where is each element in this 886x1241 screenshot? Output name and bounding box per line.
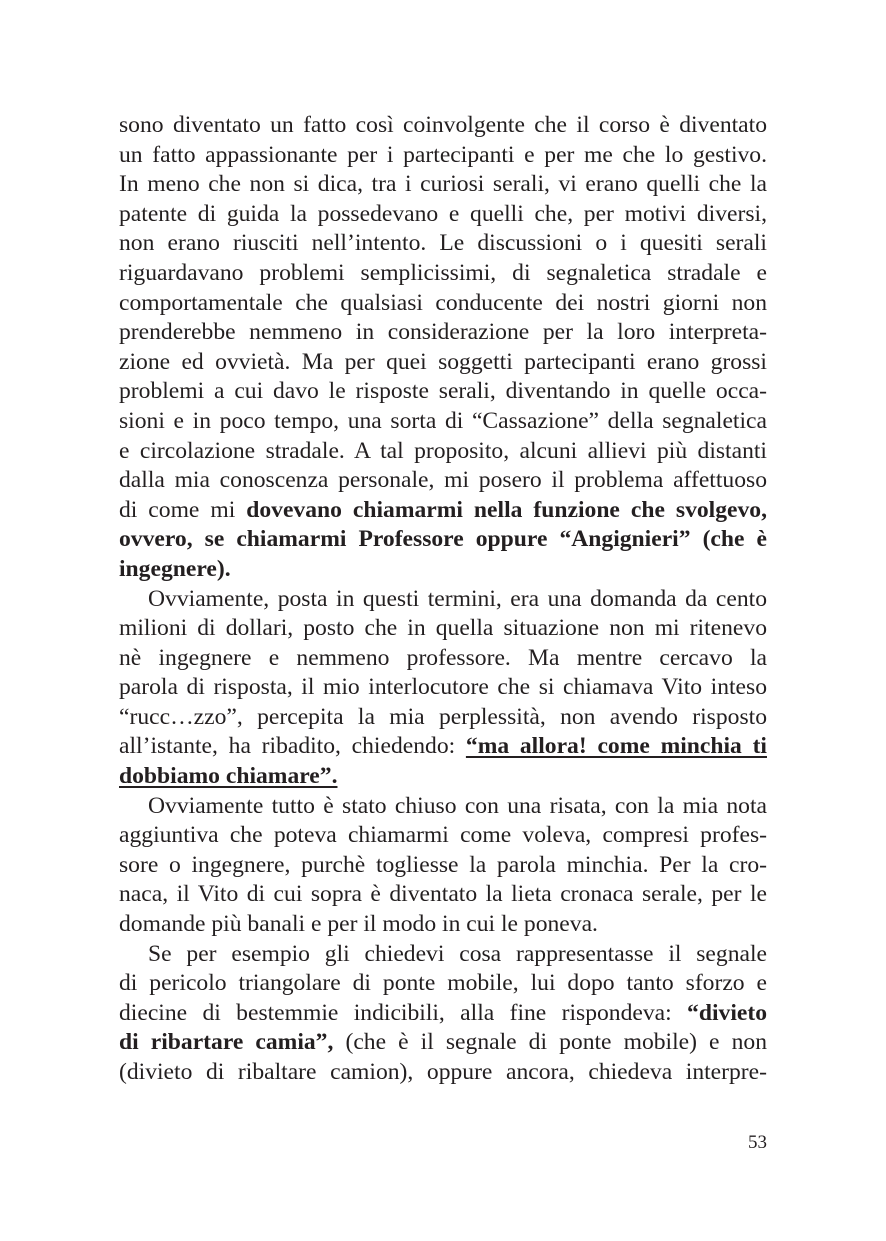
text-run: problemi a cui davo le risposte serali, diventando in quelle occa- — [119, 378, 767, 405]
text-run: prenderebbe nemmeno in considerazione per la loro interpreta- — [119, 319, 767, 346]
text-line — [119, 614, 767, 644]
text-line — [119, 940, 767, 970]
text-run: domande più banali e per il modo in cui le poneva. — [119, 911, 598, 938]
text-line — [119, 466, 767, 496]
bold-text: “divieto — [687, 999, 767, 1026]
text-run: comportamentale che qualsiasi conducente dei nostri giorni non — [119, 289, 767, 316]
text-run: naca, il Vito di cui sopra è diventato la lieta cronaca serale, per le — [119, 881, 767, 908]
text-line — [119, 673, 767, 703]
text-line — [119, 229, 767, 259]
text-line — [119, 851, 767, 881]
text-run: aggiuntiva che poteva chiamarmi come voleva, compresi profes- — [119, 822, 767, 849]
text-run: patente di guida la possedevano e quelli che, per motivi diversi, — [119, 200, 767, 227]
text-line — [119, 407, 767, 437]
text-line — [119, 170, 767, 200]
text-line — [119, 437, 767, 467]
text-line — [119, 200, 767, 230]
text-line — [119, 999, 767, 1029]
text-line — [119, 644, 767, 674]
text-run: nè ingegnere e nemmeno professore. Ma mentre cercavo la — [119, 644, 767, 671]
text-line — [119, 732, 767, 762]
text-line — [119, 880, 767, 910]
text-run: di pericolo triangolare di ponte mobile, lui dopo tanto sforzo e — [119, 970, 767, 997]
text-run: Ovviamente, posta in questi termini, era una domanda da cento — [148, 585, 767, 612]
text-run: di come mi — [119, 496, 247, 523]
page-number: 53 — [748, 1132, 767, 1153]
text-run: dalla mia conoscenza personale, mi posero il problema affettuoso — [119, 467, 767, 494]
bold-text: ovvero, se chiamarmi Professore oppure “Angignieri” (che è — [119, 526, 767, 553]
text-run: parola di risposta, il mio interlocutore che si chiamava Vito inteso — [119, 674, 767, 701]
text-line — [119, 496, 767, 526]
text-run: all’istante, ha ribadito, chiedendo: — [119, 733, 466, 760]
text-line — [119, 259, 767, 289]
text-line — [119, 969, 767, 999]
text-line — [119, 377, 767, 407]
text-run: non erano riusciti nell’intento. Le discussioni o i quesiti serali — [119, 230, 767, 257]
text-run: Ovviamente tutto è stato chiuso con una risata, con la mia nota — [148, 792, 767, 819]
text-run: “rucc…zzo”, percepita la mia perplessità, non avendo risposto — [119, 703, 767, 730]
bold-underlined-text: “ma allora! come minchia ti — [465, 733, 767, 760]
bold-text: dovevano chiamarmi nella funzione che svolgevo, — [246, 496, 767, 523]
text-line — [119, 792, 767, 822]
text-run: Se per esempio gli chiedevi cosa rappresentasse il segnale — [148, 940, 767, 967]
bold-text: ingegnere). — [119, 555, 231, 582]
text-line — [119, 1028, 767, 1058]
body-text — [119, 111, 767, 1088]
text-run: (che è il segnale di ponte mobile) e non — [333, 1029, 767, 1056]
text-line — [119, 821, 767, 851]
bold-text: di ribartare camia”, — [119, 1029, 334, 1056]
text-line — [119, 762, 767, 792]
text-line — [119, 525, 767, 555]
text-run: In meno che non si dica, tra i curiosi serali, vi erano quelli che la — [119, 171, 767, 198]
text-line — [119, 111, 767, 141]
text-run: diecine di bestemmie indicibili, alla fine rispondeva: — [119, 999, 688, 1026]
text-run: un fatto appassionante per i partecipanti e per me che lo gestivo. — [119, 141, 767, 168]
bold-underlined-text: dobbiamo chiamare”. — [119, 763, 338, 790]
text-run: riguardavano problemi semplicissimi, di segnaletica stradale e — [119, 259, 767, 286]
text-run: sore o ingegnere, purchè togliesse la parola minchia. Per la cro- — [119, 851, 767, 878]
text-line — [119, 555, 767, 585]
text-run: sono diventato un fatto così coinvolgente che il corso è diventato — [119, 112, 767, 138]
text-line — [119, 585, 767, 615]
text-line — [119, 910, 767, 940]
text-line — [119, 141, 767, 171]
text-line — [119, 289, 767, 319]
text-line — [119, 318, 767, 348]
text-line — [119, 703, 767, 733]
text-run: milioni di dollari, posto che in quella situazione non mi ritenevo — [119, 615, 767, 642]
text-run: sioni e in poco tempo, una sorta di “Cassazione” della segnaletica — [119, 407, 767, 434]
text-line — [119, 1058, 767, 1088]
text-line — [119, 348, 767, 378]
text-run: (divieto di ribaltare camion), oppure ancora, chiedeva interpre- — [119, 1059, 767, 1085]
text-run: e circolazione stradale. A tal proposito, alcuni allievi più distanti — [119, 437, 767, 464]
text-run: zione ed ovvietà. Ma per quei soggetti partecipanti erano grossi — [119, 348, 767, 375]
